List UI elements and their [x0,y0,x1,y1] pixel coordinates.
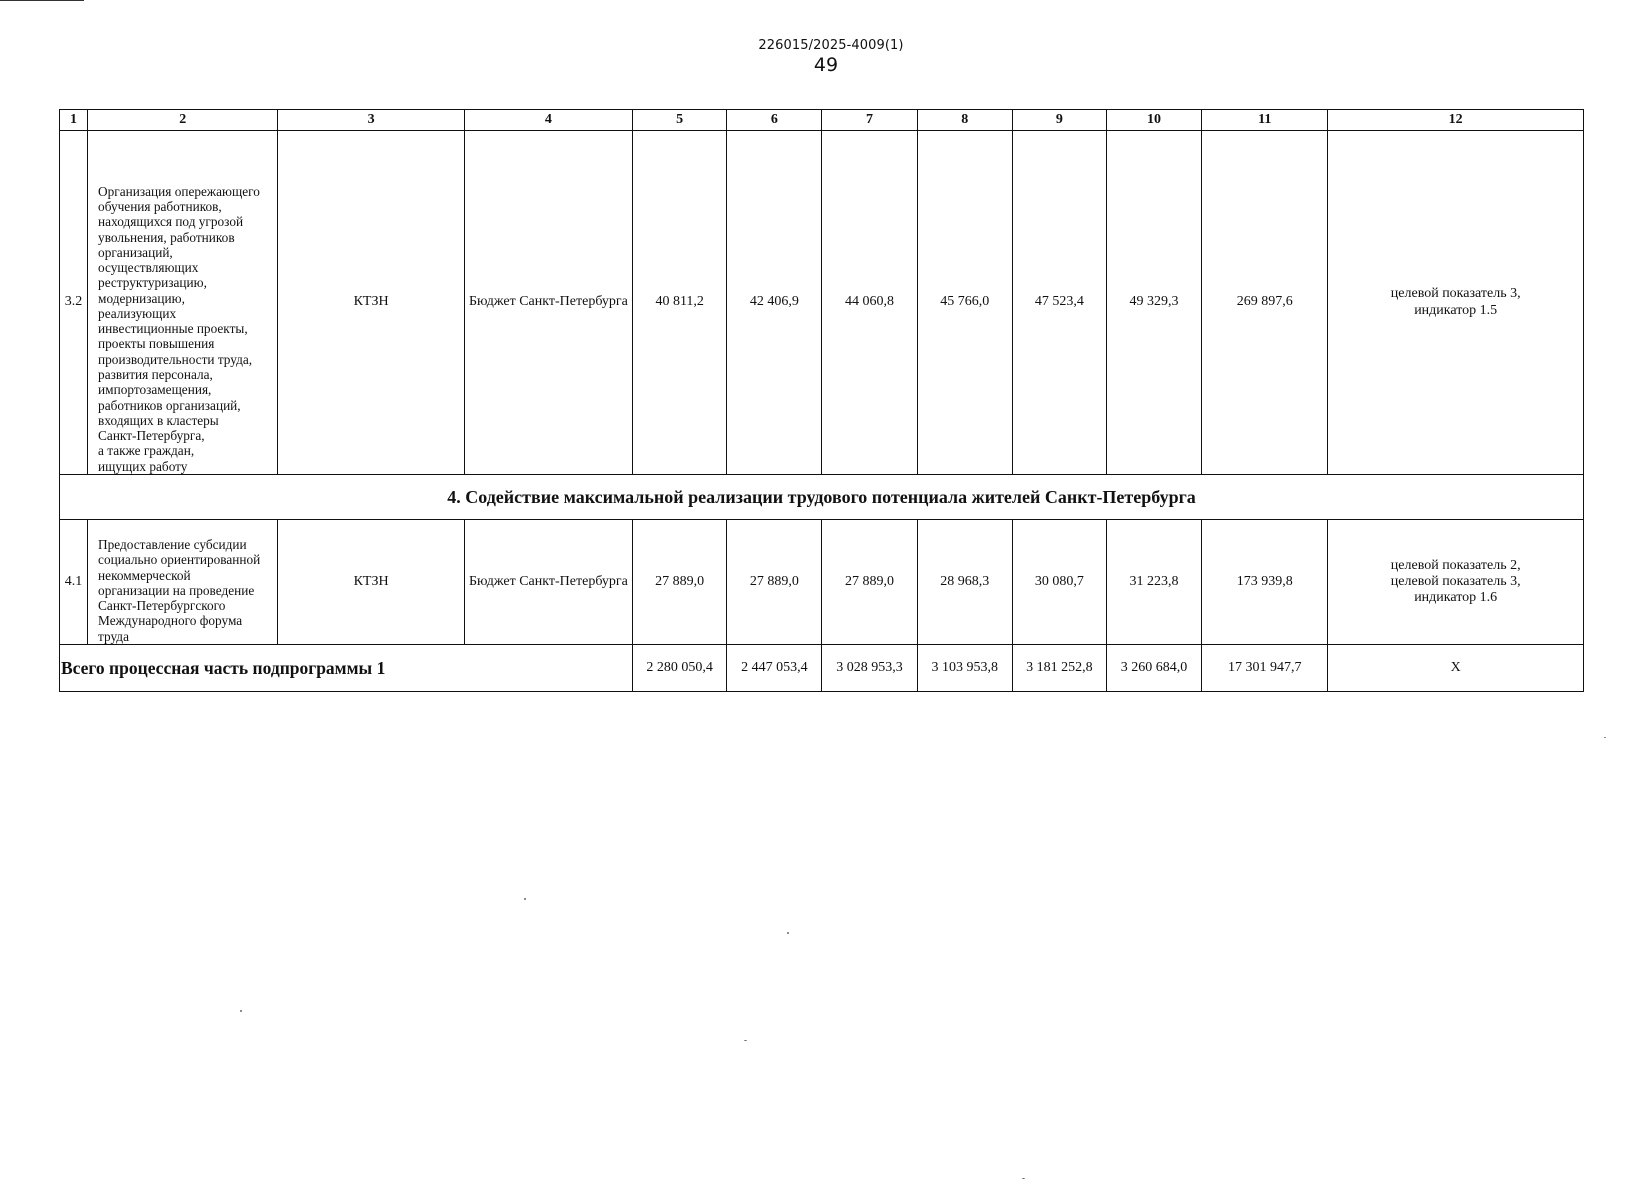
column-number: 2 [88,110,278,131]
scan-speck [744,1040,747,1041]
indicator-line: целевой показатель 3, [1390,573,1521,589]
row-value: 44 060,8 [822,131,917,475]
row-total: 269 897,6 [1202,131,1328,475]
description-line: Санкт-Петербурга, [98,428,205,444]
row-executor: КТЗН [278,520,464,645]
indicator-line: индикатор 1.5 [1414,302,1498,318]
total-mark: Х [1328,645,1584,692]
description-line: ищущих работу [98,458,188,474]
column-number: 11 [1202,110,1328,131]
description-line: социально ориентированной [98,552,261,568]
section-heading-row [60,475,1584,520]
column-number: 7 [822,110,917,131]
description-line: работников организаций, [98,397,241,413]
row-total: 173 939,8 [1202,520,1328,645]
total-value: 3 260 684,0 [1106,645,1201,692]
description-line: Организация опережающего [98,183,260,199]
row-value: 31 223,8 [1106,520,1201,645]
indicator-line: целевой показатель 2, [1390,557,1521,573]
row-value: 45 766,0 [917,131,1012,475]
total-value: 3 028 953,3 [822,645,917,692]
scan-speck [1604,737,1606,738]
description-line: организаций, [98,244,173,260]
total-grand-value: 17 301 947,7 [1202,645,1328,692]
row-index: 3.2 [60,131,88,475]
description-line: Международного форума [98,613,243,629]
description-line: импортозамещения, [98,382,212,398]
row-index: 4.1 [60,520,88,645]
description-line: труда [98,628,129,644]
row-indicators [1328,520,1584,645]
indicator-line: целевой показатель 3, [1390,286,1521,302]
scan-speck [1022,1178,1025,1179]
row-value: 27 889,0 [822,520,917,645]
column-number: 9 [1012,110,1106,131]
column-number: 4 [464,110,632,131]
program-table [59,109,1584,692]
total-row [60,645,1584,692]
description-line: реструктуризацию, [98,275,207,291]
total-label: Всего процессная часть подпрограммы 1 [60,645,633,692]
row-description [88,131,278,475]
description-line: а также граждан, [98,443,195,459]
scan-speck [524,898,526,900]
total-value: 2 447 053,4 [727,645,822,692]
row-description [88,520,278,645]
description-line: реализующих [98,305,177,321]
description-line: модернизацию, [98,290,185,306]
table-row [60,131,1584,475]
description-line: увольнения, работников [98,229,235,245]
row-value: 30 080,7 [1012,520,1106,645]
row-value: 42 406,9 [727,131,822,475]
row-funding-source: Бюджет Санкт-Петербурга [464,131,632,475]
column-number: 1 [60,110,88,131]
scan-edge-mark [0,0,84,1]
description-line: развития персонала, [98,367,213,383]
section-title: 4. Содействие максимальной реализации трудового потенциала жителей Санкт-Петербурга [60,475,1584,520]
indicator-line: индикатор 1.6 [1414,590,1498,606]
total-value: 3 181 252,8 [1012,645,1106,692]
description-line: некоммерческой [98,567,191,583]
row-value: 27 889,0 [633,520,727,645]
table-row [60,520,1584,645]
scan-speck [787,932,789,934]
column-number-row [60,110,1584,131]
row-funding-source: Бюджет Санкт-Петербурга [464,520,632,645]
total-value: 3 103 953,8 [917,645,1012,692]
row-indicators [1328,131,1584,475]
row-value: 40 811,2 [633,131,727,475]
column-number: 5 [633,110,727,131]
description-line: входящих в кластеры [98,412,219,428]
page-number: 49 [813,54,839,76]
column-number: 10 [1106,110,1201,131]
document-number: 226015/2025-4009(1) [758,38,904,53]
column-number: 12 [1328,110,1584,131]
description-line: обучения работников, [98,198,222,214]
description-line: производительности труда, [98,351,253,367]
description-line: осуществляющих [98,260,199,276]
row-value: 47 523,4 [1012,131,1106,475]
description-line: Предоставление субсидии [98,537,247,553]
description-line: организации на проведение [98,582,255,598]
row-value: 27 889,0 [727,520,822,645]
total-value: 2 280 050,4 [633,645,727,692]
column-number: 6 [727,110,822,131]
description-line: Санкт-Петербургского [98,598,226,614]
description-line: инвестиционные проекты, [98,321,248,337]
column-number: 3 [278,110,464,131]
row-value: 49 329,3 [1106,131,1201,475]
description-line: проекты повышения [98,336,215,352]
column-number: 8 [917,110,1012,131]
scan-speck [240,1010,242,1012]
row-executor: КТЗН [278,131,464,475]
row-value: 28 968,3 [917,520,1012,645]
description-line: находящихся под угрозой [98,214,244,230]
